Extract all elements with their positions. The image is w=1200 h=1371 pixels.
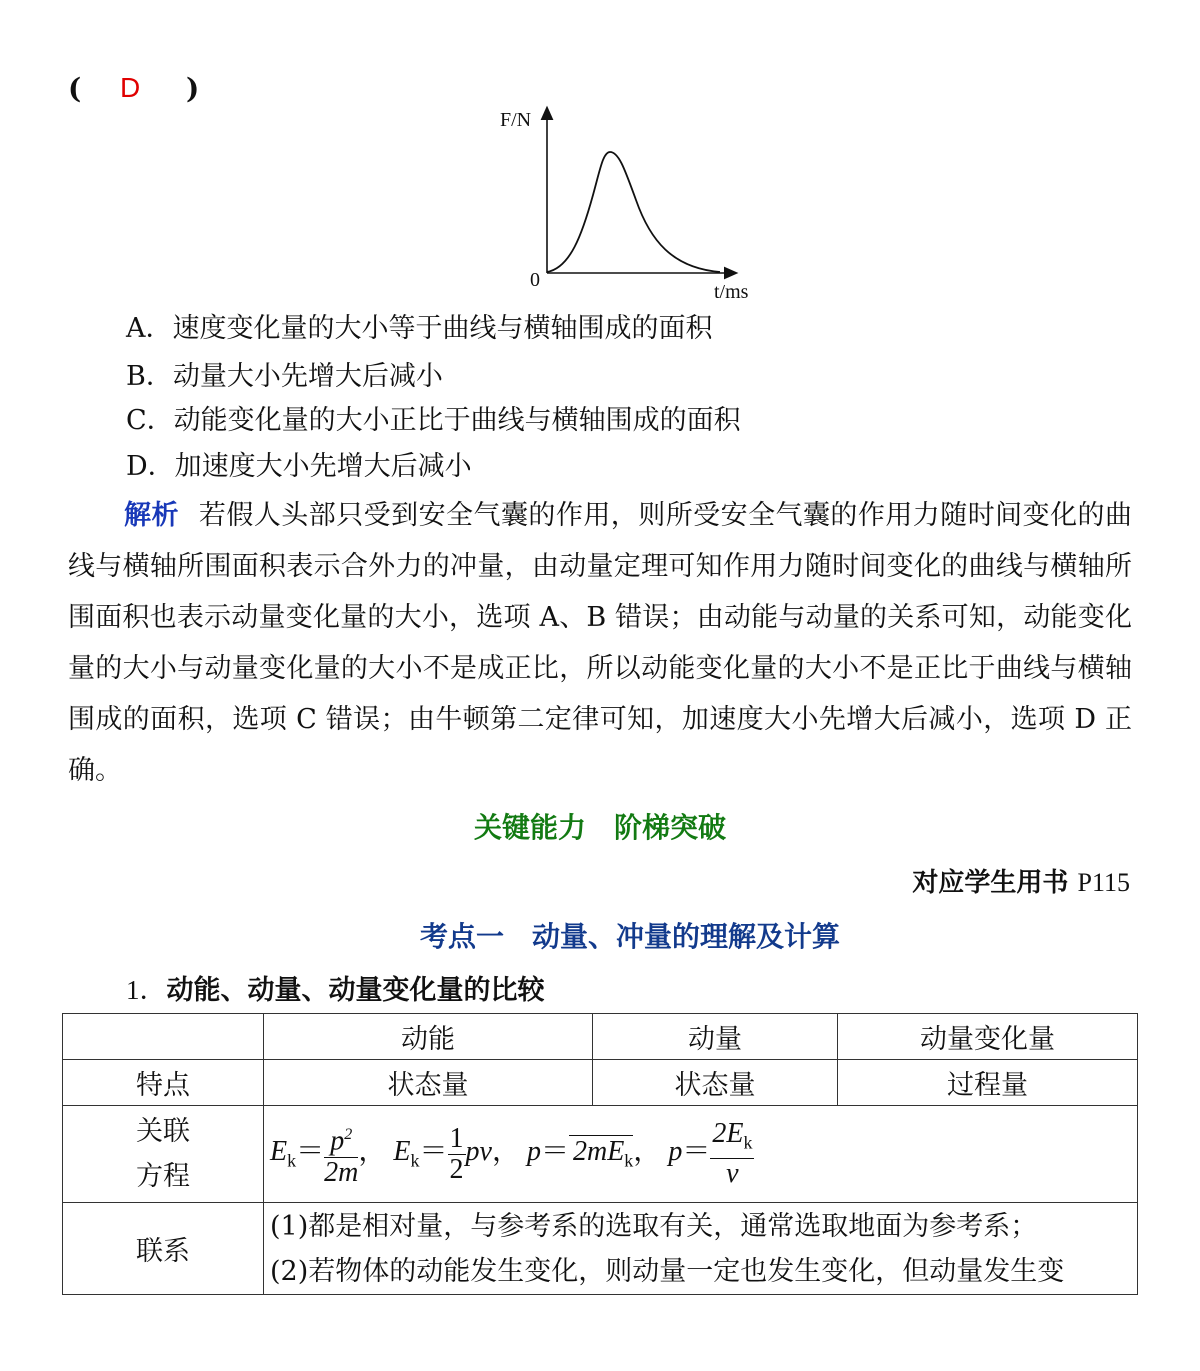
answer-paren-close: ) — [186, 72, 200, 105]
reference-text: 对应学生用书 — [912, 868, 1069, 898]
table-row-link — [63, 1203, 1138, 1295]
reference-page: P115 — [1077, 868, 1130, 897]
sub-title-text: 动能、动量、动量变化量的比较 — [166, 975, 545, 1006]
sub-title-number: 1． — [126, 975, 167, 1005]
option-d: D．加速度大小先增大后减小 — [126, 451, 472, 482]
option-c: C．动能变化量的大小正比于曲线与横轴围成的面积 — [126, 405, 741, 436]
option-a: A．速度变化量的大小等于曲线与横轴围成的面积 — [126, 313, 713, 344]
equation-label-line2: 方程 — [136, 1161, 190, 1192]
header-cell-momentum-change: 动量变化量 — [838, 1014, 1138, 1060]
eq1-fraction: $\frac{p^2}{2m}$ — [324, 1120, 358, 1187]
link-cell — [264, 1203, 1138, 1295]
feature-label: 特点 — [63, 1060, 264, 1106]
table-row-equation — [63, 1106, 1138, 1203]
equation-label-line1: 关联 — [136, 1116, 190, 1147]
analysis-text: 若假人头部只受到安全气囊的作用，则所受安全气囊的作用力随时间变化的曲线与横轴所围面积表示合外力的冲量，由动量定理可知作用力随时间变化的曲线与横轴所围面积也表示动量变化量的大小，选项 A、B 错误；由动能与动量的关系可知，动能变化量的大小与动量变化量的大小不是成正比，所以动能变化量的大小不是正比于曲线与横轴围成的面积，选项 C 错误；由牛顿第二定律可知，加速度大小先增大后减小，选项 D 正确。 — [68, 500, 1133, 786]
analysis-paragraph — [68, 490, 1132, 796]
equation-cell: $E_k=$ $\frac{p^2}{2m}$ ， $E_k=$ $\frac{1}{2}$ pv， $p= 2mE_k$， p＝ $\frac{2E_k}{v}$ — [264, 1106, 1138, 1203]
header-cell-kinetic-energy: 动能 — [264, 1014, 593, 1060]
table-header-row — [63, 1014, 1138, 1060]
force-time-graph — [500, 100, 780, 310]
book-reference — [912, 862, 1130, 899]
answer-value: D — [120, 72, 141, 103]
option-b: B．动量大小先增大后减小 — [126, 361, 443, 392]
analysis-label: 解析 — [124, 500, 179, 531]
link-label: 联系 — [63, 1203, 264, 1295]
comparison-table — [62, 1013, 1138, 1295]
section-title: 关键能力 阶梯突破 — [473, 811, 726, 844]
point-title: 考点一 动量、冲量的理解及计算 — [419, 920, 840, 953]
feature-value-momentum: 状态量 — [593, 1060, 838, 1106]
table-row-feature — [63, 1060, 1138, 1106]
answer-paren-open: ( — [68, 72, 82, 105]
origin-label: 0 — [530, 269, 540, 291]
force-curve — [547, 152, 720, 272]
feature-value-kinetic: 状态量 — [264, 1060, 593, 1106]
header-cell-empty — [63, 1014, 264, 1060]
eq2-lhs: $E_k$ — [393, 1136, 420, 1172]
eq2-fraction: $\frac{1}{2}$ — [449, 1122, 464, 1185]
force-time-svg — [500, 100, 780, 310]
eq1-lhs: $E_k$ — [270, 1136, 297, 1172]
feature-value-change: 过程量 — [838, 1060, 1138, 1106]
header-cell-momentum: 动量 — [593, 1014, 838, 1060]
x-axis-label: t/ms — [714, 281, 749, 303]
link-line-1: (1)都是相对量，与参考系的选取有关，通常选取地面为参考系； — [270, 1210, 1038, 1242]
link-line-2: (2)若物体的动能发生变化，则动量一定也发生变化，但动量发生变 — [270, 1255, 1065, 1287]
eq4-fraction: $\frac{2E_k}{v}$ — [712, 1118, 753, 1189]
equation-label — [63, 1106, 264, 1203]
y-axis-label: F/N — [500, 109, 532, 131]
sub-title — [126, 968, 545, 1007]
eq3-sqrt: $2mE_k$ — [569, 1135, 633, 1167]
